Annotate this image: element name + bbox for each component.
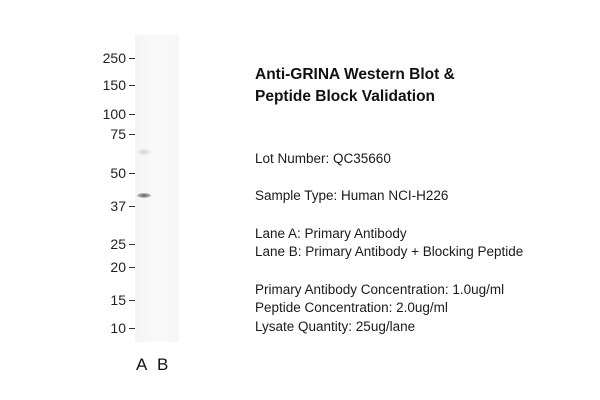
mw-marker-label: 250 xyxy=(102,50,126,66)
protein-band-lane-a xyxy=(137,193,151,198)
mw-marker-label: 37 xyxy=(110,198,126,214)
lane-label-a: A xyxy=(136,355,148,374)
mw-marker-label: 25 xyxy=(110,236,126,252)
lysate-quantity: Lysate Quantity: 25ug/lane xyxy=(255,319,416,334)
blot-membrane xyxy=(135,35,179,342)
mw-marker-label: 100 xyxy=(102,106,126,122)
title-line-2: Peptide Block Validation xyxy=(255,88,436,105)
peptide-concentration: Peptide Concentration: 2.0ug/ml xyxy=(255,300,448,315)
mw-marker-label: 10 xyxy=(110,320,126,336)
mw-marker-label: 50 xyxy=(110,165,126,181)
lane-label-b: B xyxy=(157,355,169,374)
blot-title xyxy=(255,64,455,108)
mw-marker-label: 20 xyxy=(110,259,126,275)
lot-number: Lot Number: QC35660 xyxy=(255,151,391,166)
sample-type: Sample Type: Human NCI-H226 xyxy=(255,188,449,203)
mw-marker-label: 75 xyxy=(110,126,126,142)
primary-antibody-concentration: Primary Antibody Concentration: 1.0ug/ml xyxy=(255,282,505,297)
mw-marker-label: 150 xyxy=(102,77,126,93)
western-blot-image xyxy=(0,0,240,400)
faint-band-lane-a xyxy=(138,149,150,155)
lane-a-description: Lane A: Primary Antibody xyxy=(255,226,407,241)
mw-marker-label: 15 xyxy=(110,292,126,308)
lane-b-description: Lane B: Primary Antibody + Blocking Peptide xyxy=(255,244,524,259)
title-line-1: Anti-GRINA Western Blot & xyxy=(255,66,455,83)
